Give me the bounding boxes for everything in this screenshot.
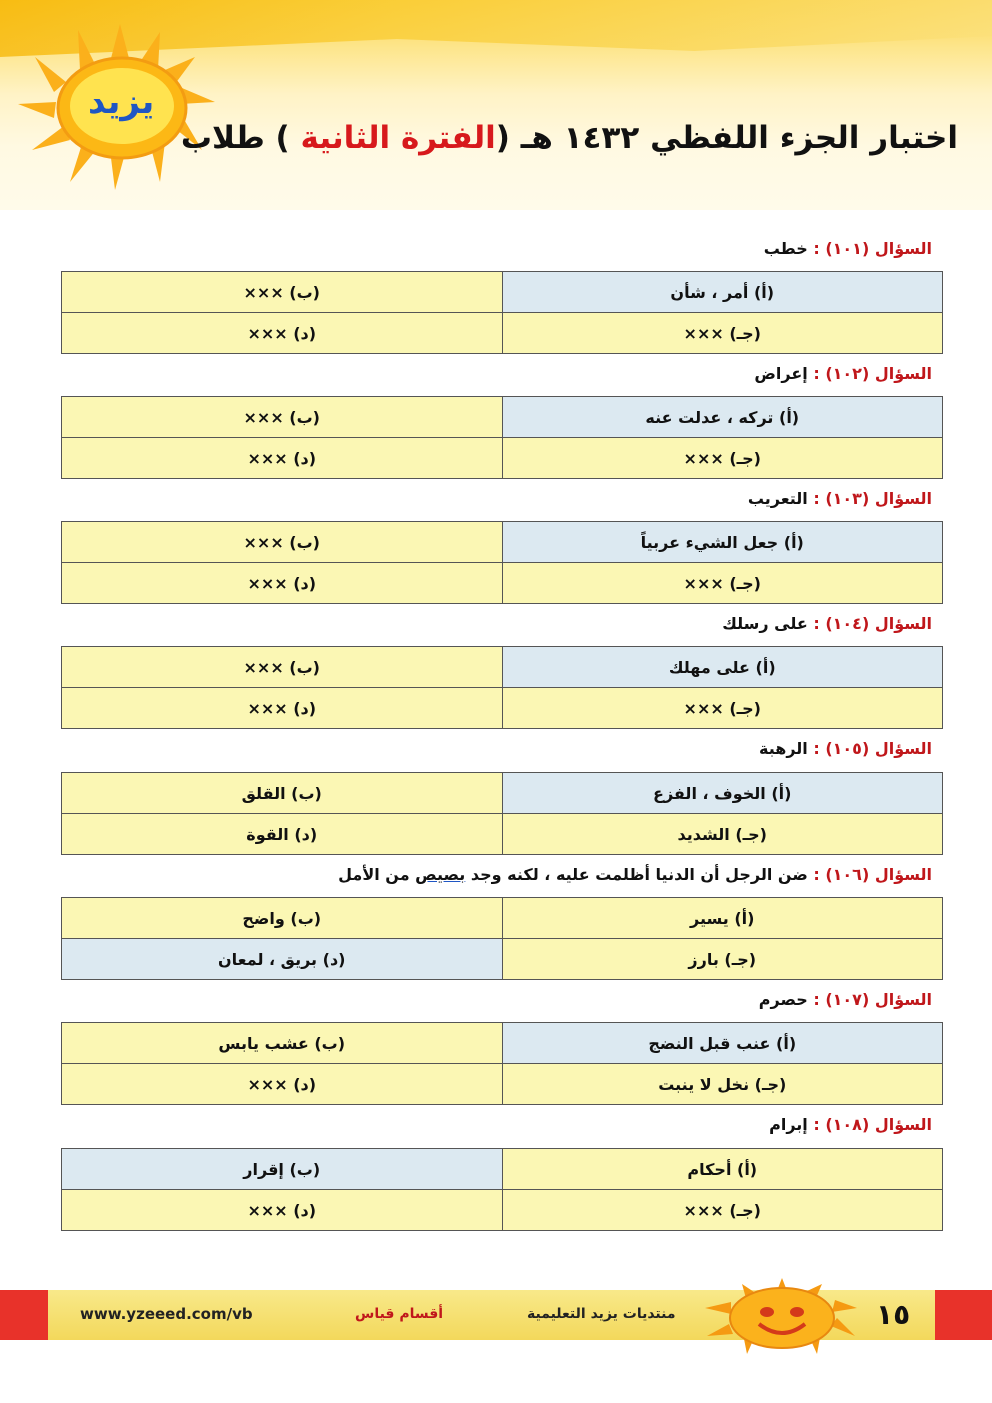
answer-d[interactable]: (د) ××× (62, 313, 503, 354)
answer-a[interactable]: (أ) تركه ، عدلت عنه (502, 397, 943, 438)
answer-a[interactable]: (أ) على مهلك (502, 647, 943, 688)
question-label: السؤال (١٠٣) : التعريب (747, 489, 932, 508)
page-number: ١٥ (876, 1298, 911, 1331)
footer-red-left (0, 1290, 48, 1340)
answer-grid (61, 271, 943, 354)
answer-a[interactable]: (أ) جعل الشيء عربياً (502, 522, 943, 563)
title-highlight: الفترة الثانية (300, 120, 496, 156)
answer-d[interactable]: (د) ××× (62, 688, 503, 729)
answer-a[interactable]: (أ) أمر ، شأن (502, 272, 943, 313)
answer-b[interactable]: (ب) إقرار (62, 1149, 503, 1190)
answer-grid (61, 396, 943, 479)
title-text-start: اختبار الجزء اللفظي ١٤٣٢ هـ ( (495, 120, 958, 156)
question-label: السؤال (١٠٢) : إعراض (754, 364, 932, 383)
answer-a[interactable]: (أ) الخوف ، الفزع (502, 773, 943, 814)
logo-text: يزيد (88, 82, 155, 122)
title-text-end: ) طلاب (180, 120, 301, 156)
answer-b[interactable]: (ب) ××× (62, 522, 503, 563)
answer-b[interactable]: (ب) ××× (62, 397, 503, 438)
answer-b[interactable]: (ب) عشب يابس (62, 1023, 503, 1064)
answer-a[interactable]: (أ) أحكام (502, 1149, 943, 1190)
answer-d[interactable]: (د) بريق ، لمعان (62, 939, 503, 980)
answer-d[interactable]: (د) ××× (62, 563, 503, 604)
answer-c[interactable]: (جـ) الشديد (502, 814, 943, 855)
answer-grid (61, 646, 943, 729)
answer-b[interactable]: (ب) ××× (62, 272, 503, 313)
question-label: السؤال (١٠٨) : إبرام (769, 1115, 932, 1134)
answer-c[interactable]: (جـ) ××× (502, 438, 943, 479)
footer-red-right (935, 1290, 992, 1340)
answer-grid (61, 897, 943, 980)
answer-c[interactable]: (جـ) نخل لا ينبت (502, 1064, 943, 1105)
answer-b[interactable]: (ب) واضح (62, 898, 503, 939)
question-label: السؤال (١٠٥) : الرهبة (759, 739, 932, 758)
question-label: السؤال (١٠١) : خطب (763, 239, 932, 258)
answer-grid (61, 521, 943, 604)
answer-grid (61, 772, 943, 855)
answer-d[interactable]: (د) ××× (62, 438, 503, 479)
footer-url-link[interactable]: www.yzeeed.com/vb (80, 1305, 253, 1323)
answer-c[interactable]: (جـ) بارز (502, 939, 943, 980)
question-label: السؤال (١٠٧) : حصرم (758, 990, 932, 1009)
underlined-word: بصيص (415, 865, 466, 884)
smiling-sun-icon (697, 1278, 867, 1354)
answer-d[interactable]: (د) القوة (62, 814, 503, 855)
question-label: السؤال (١٠٤) : على رسلك (722, 614, 932, 633)
answer-c[interactable]: (جـ) ××× (502, 688, 943, 729)
footer-section-label: أقسام قياس (355, 1306, 444, 1322)
answer-grid (61, 1148, 943, 1231)
page-title (181, 120, 958, 156)
question-label: السؤال (١٠٦) : ضن الرجل أن الدنيا أظلمت عليه ، لكنه وجد بصيص من الأمل (338, 865, 932, 884)
page-footer (0, 1290, 992, 1342)
answer-a[interactable]: (أ) عنب قبل النضج (502, 1023, 943, 1064)
answer-grid (61, 1022, 943, 1105)
answer-c[interactable]: (جـ) ××× (502, 563, 943, 604)
answer-a[interactable]: (أ) يسير (502, 898, 943, 939)
answer-c[interactable]: (جـ) ××× (502, 1190, 943, 1231)
answer-b[interactable]: (ب) ××× (62, 647, 503, 688)
answer-c[interactable]: (جـ) ××× (502, 313, 943, 354)
answer-b[interactable]: (ب) القلق (62, 773, 503, 814)
page-header (0, 0, 992, 210)
answer-d[interactable]: (د) ××× (62, 1064, 503, 1105)
answer-d[interactable]: (د) ××× (62, 1190, 503, 1231)
footer-forum-name: منتديات يزيد التعليمية (527, 1306, 676, 1322)
